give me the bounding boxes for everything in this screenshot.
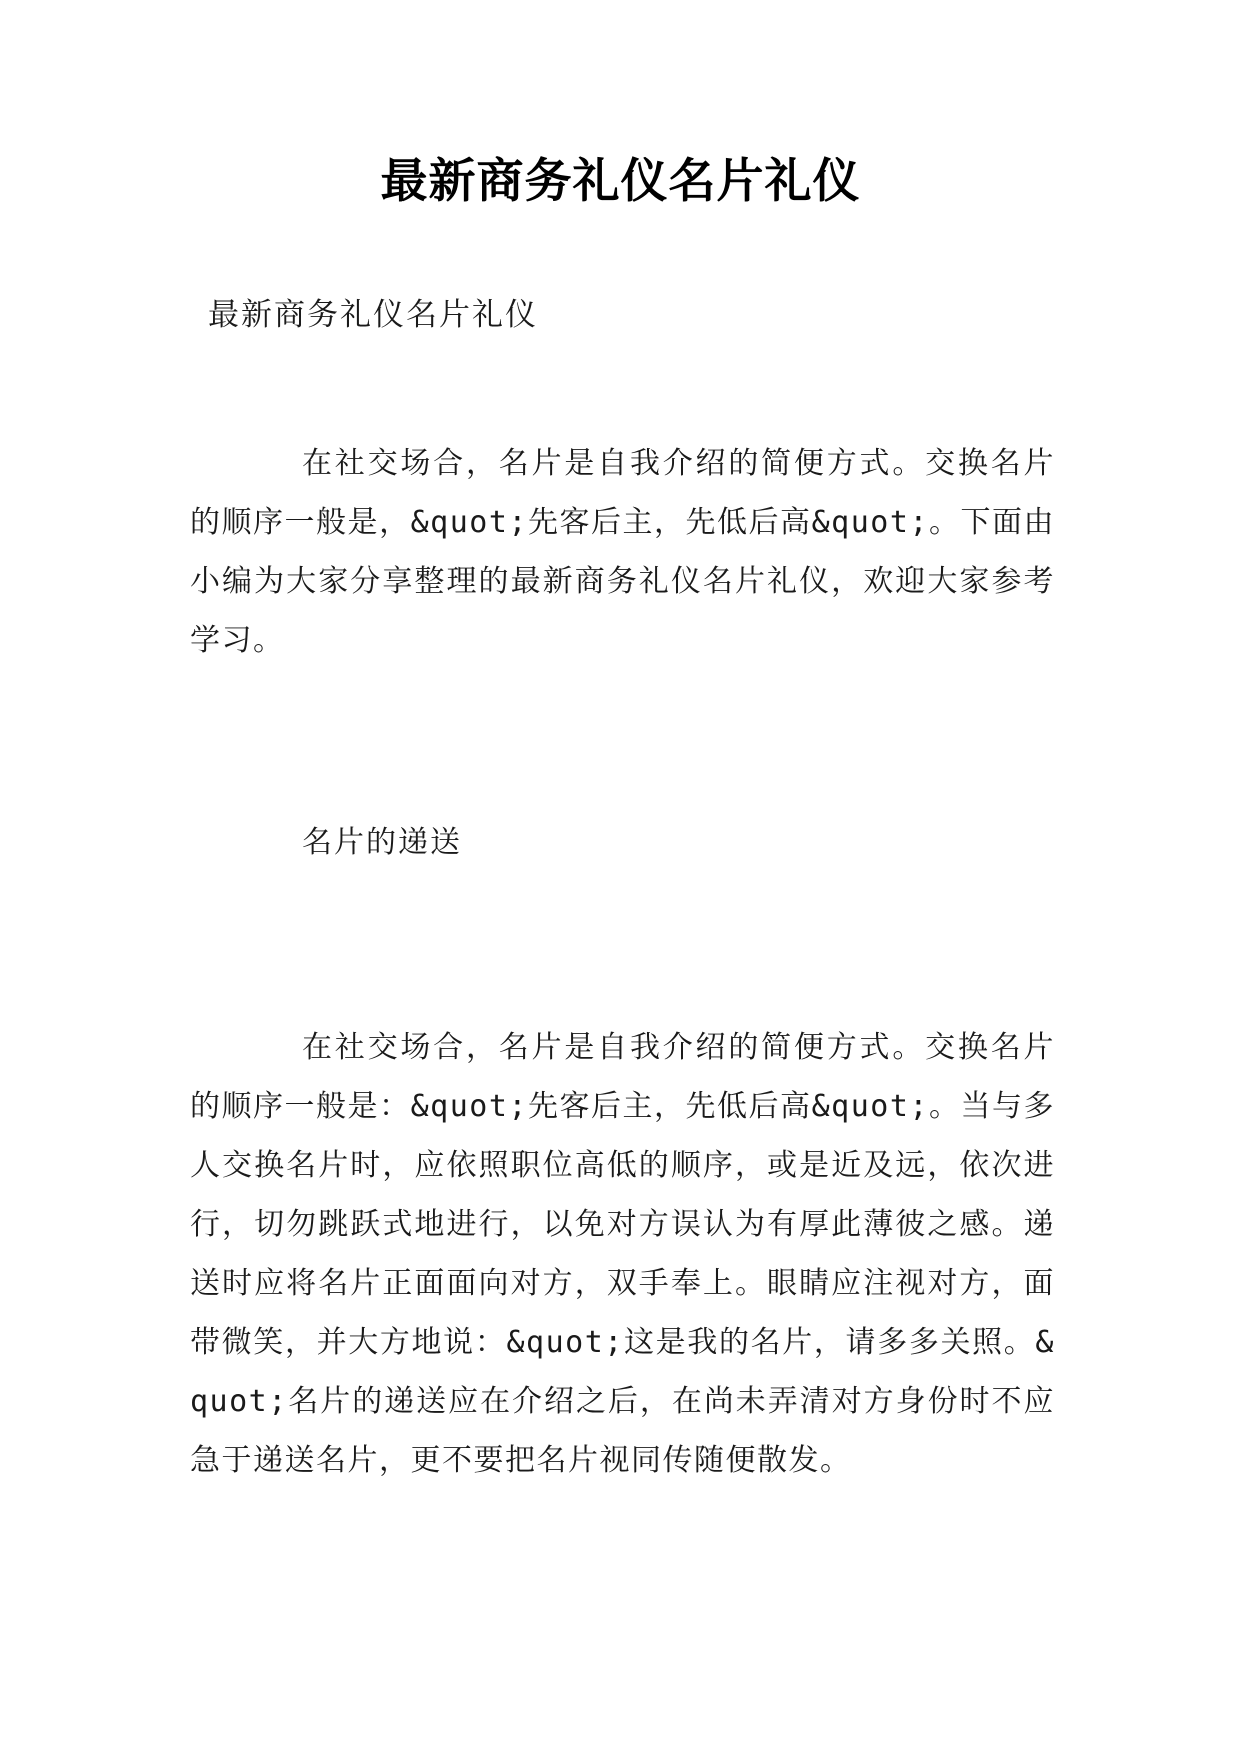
document-subtitle: 最新商务礼仪名片礼仪 (208, 297, 538, 333)
intro-paragraph: 在社交场合，名片是自我介绍的简便方式。交换名片的顺序一般是，&quot;先客后主，先低后高&quot;。下面由小编为大家分享整理的最新商务礼仪名片礼仪，欢迎大家参考学习。 (190, 446, 1055, 658)
section-heading: 名片的递送 (302, 825, 462, 860)
document-title: 最新商务礼仪名片礼仪 (380, 154, 861, 209)
section-paragraph: 在社交场合，名片是自我介绍的简便方式。交换名片的顺序一般是：&quot;先客后主，先低后高&quot;。当与多人交换名片时，应依照职位高低的顺序，或是近及远，依次进行，切勿跳跃式地进行，以免对方误认为有厚此薄彼之感。递送时应将名片正面面向对方，双手奉上。眼睛应注视对方，面带微笑，并大方地说：&quot;这是我的名片，请多多关照。&quot;名片的递送应在介绍之后，在尚未弄清对方身份时不应急于递送名片，更不要把名片视同传随便散发。 (190, 1030, 1055, 1478)
